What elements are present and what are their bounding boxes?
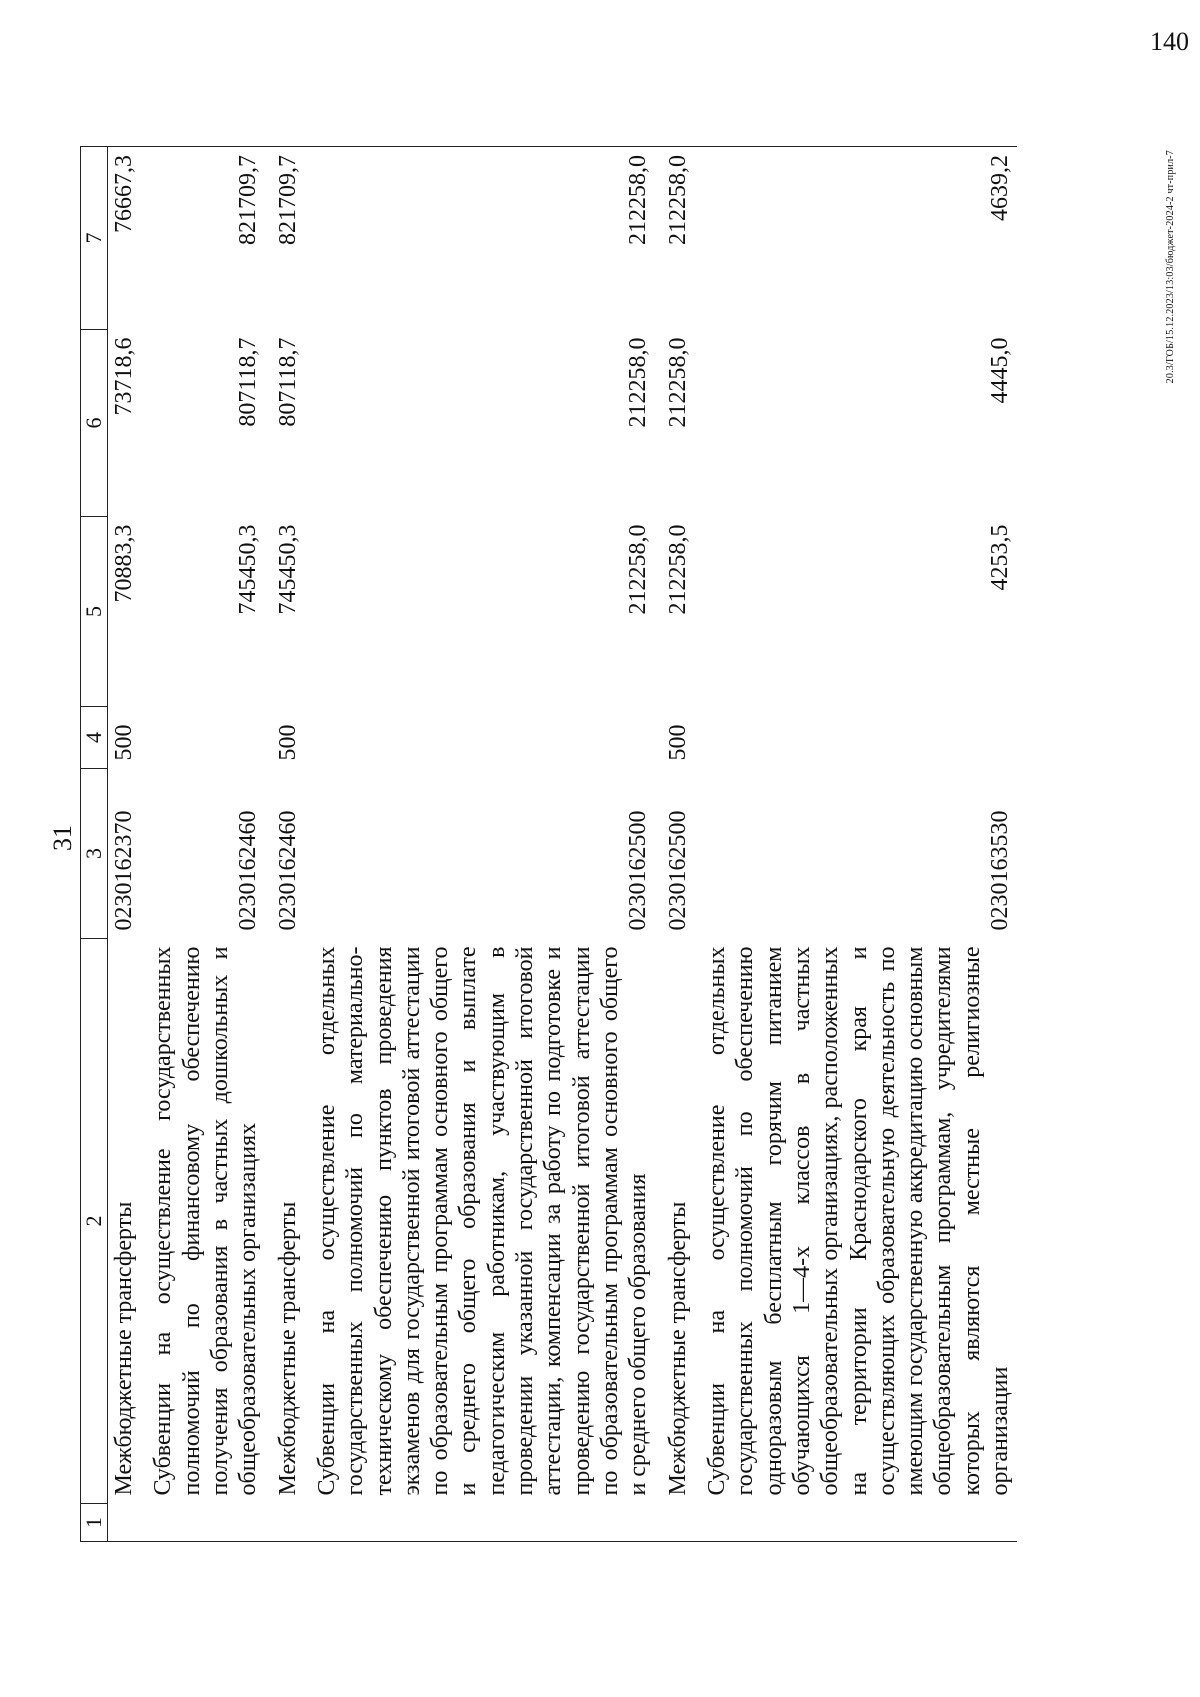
table-row: [272, 147, 305, 1542]
row-number-cell: [701, 1504, 1017, 1542]
row-name-cell: Субвенции на осуществление отдельных государственных полномочий по обеспечению одноразовым бесплатным горячим питанием обучающихся 1—4-х классов в частных общеобразовательных организациях, расположенных на территории Краснодарского края и осуществляющих образовательную деятельность по имеющим государственную аккредитацию основным общеобразовательным программам, учредителями которых являются местные религиозные организации: [703, 946, 1014, 1496]
row-code-cell: 0230162460: [274, 810, 301, 931]
row-code-cell: 0230163530: [987, 810, 1014, 931]
row-name-cell: Межбюджетные трансферты: [111, 1201, 137, 1496]
row-value-6-cell: 807118,7: [235, 337, 262, 427]
row-value-7-cell: 212258,0: [662, 147, 695, 330]
row-type-cell: 500: [664, 724, 691, 761]
row-value-6-cell: 212258,0: [625, 337, 652, 428]
row-value-5-cell: 745450,3: [274, 524, 301, 615]
page-number-top: 31: [48, 825, 77, 851]
row-number-cell: [108, 1504, 142, 1542]
row-type-cell: [147, 707, 265, 769]
page-number-bottom: 140: [1150, 27, 1189, 56]
row-value-7-cell: 821709,7: [147, 147, 265, 330]
column-header-2: 2: [81, 939, 108, 1504]
row-number-cell: [147, 1504, 265, 1542]
row-value-6-cell: 212258,0: [664, 337, 691, 428]
row-value-5-cell: 212258,0: [625, 524, 652, 615]
column-header-5: 5: [81, 517, 108, 707]
table-row: [701, 147, 1017, 1542]
row-code-cell: 0230162370: [111, 810, 137, 931]
row-code-cell: 0230162500: [664, 810, 691, 931]
row-name-cell: Межбюджетные трансферты: [664, 1201, 691, 1496]
row-value-6-cell: 73718,6: [111, 337, 137, 416]
document-footer-code: 20.3/ГОБ/15.12.2023/13:03/бюджет-2024-2 чт-прил-7: [1165, 150, 1176, 384]
row-value-5-cell: 70883,3: [111, 524, 137, 603]
row-name-cell: Субвенции на осуществление государственных полномочий по финансовому обеспечению получения образования в частных дошкольных и общеобразовательных организациях: [150, 946, 262, 1496]
table-header-row: [81, 147, 108, 1542]
row-number-cell: [662, 1504, 695, 1542]
row-value-5-cell: 212258,0: [664, 524, 691, 615]
row-number-cell: [311, 1504, 656, 1542]
column-header-4: 4: [81, 707, 108, 769]
row-value-6-cell: 807118,7: [274, 337, 301, 427]
table-row: [662, 147, 695, 1542]
table-row: [311, 147, 656, 1542]
row-value-6-cell: 4445,0: [987, 337, 1014, 404]
column-header-7: 7: [81, 147, 108, 330]
row-type-cell: 500: [274, 724, 301, 761]
budget-table: [80, 146, 1017, 1542]
row-type-cell: [701, 707, 1017, 769]
row-name-cell: Межбюджетные трансферты: [274, 1201, 301, 1496]
row-code-cell: 0230162460: [235, 810, 262, 931]
row-value-7-cell: 4639,2: [701, 147, 1017, 330]
row-code-cell: 0230162500: [625, 810, 652, 931]
row-type-cell: [311, 707, 656, 769]
row-name-cell: Субвенции на осуществление отдельных государственных полномочий по материально-техническому обеспечению пунктов проведения экзаменов для государственной итоговой аттестации по образовательным программам основного общего и среднего общего образования и выплате педагогическим работникам, участвующим в проведении указанной государственной итоговой аттестации, компенсации за работу по подготовке и проведению государственной итоговой аттестации по образовательным программам основного общего и среднего общего образования: [313, 946, 652, 1496]
column-header-6: 6: [81, 330, 108, 517]
column-header-1: 1: [81, 1504, 108, 1542]
row-value-5-cell: 745450,3: [235, 524, 262, 615]
column-header-3: 3: [81, 769, 108, 939]
row-value-7-cell: 76667,3: [108, 147, 142, 330]
table-row: [147, 147, 265, 1542]
row-number-cell: [272, 1504, 305, 1542]
row-value-7-cell: 821709,7: [272, 147, 305, 330]
row-value-5-cell: 4253,5: [987, 524, 1014, 591]
row-value-7-cell: 212258,0: [311, 147, 656, 330]
row-type-cell: 500: [111, 724, 137, 761]
table-row: [108, 147, 142, 1542]
